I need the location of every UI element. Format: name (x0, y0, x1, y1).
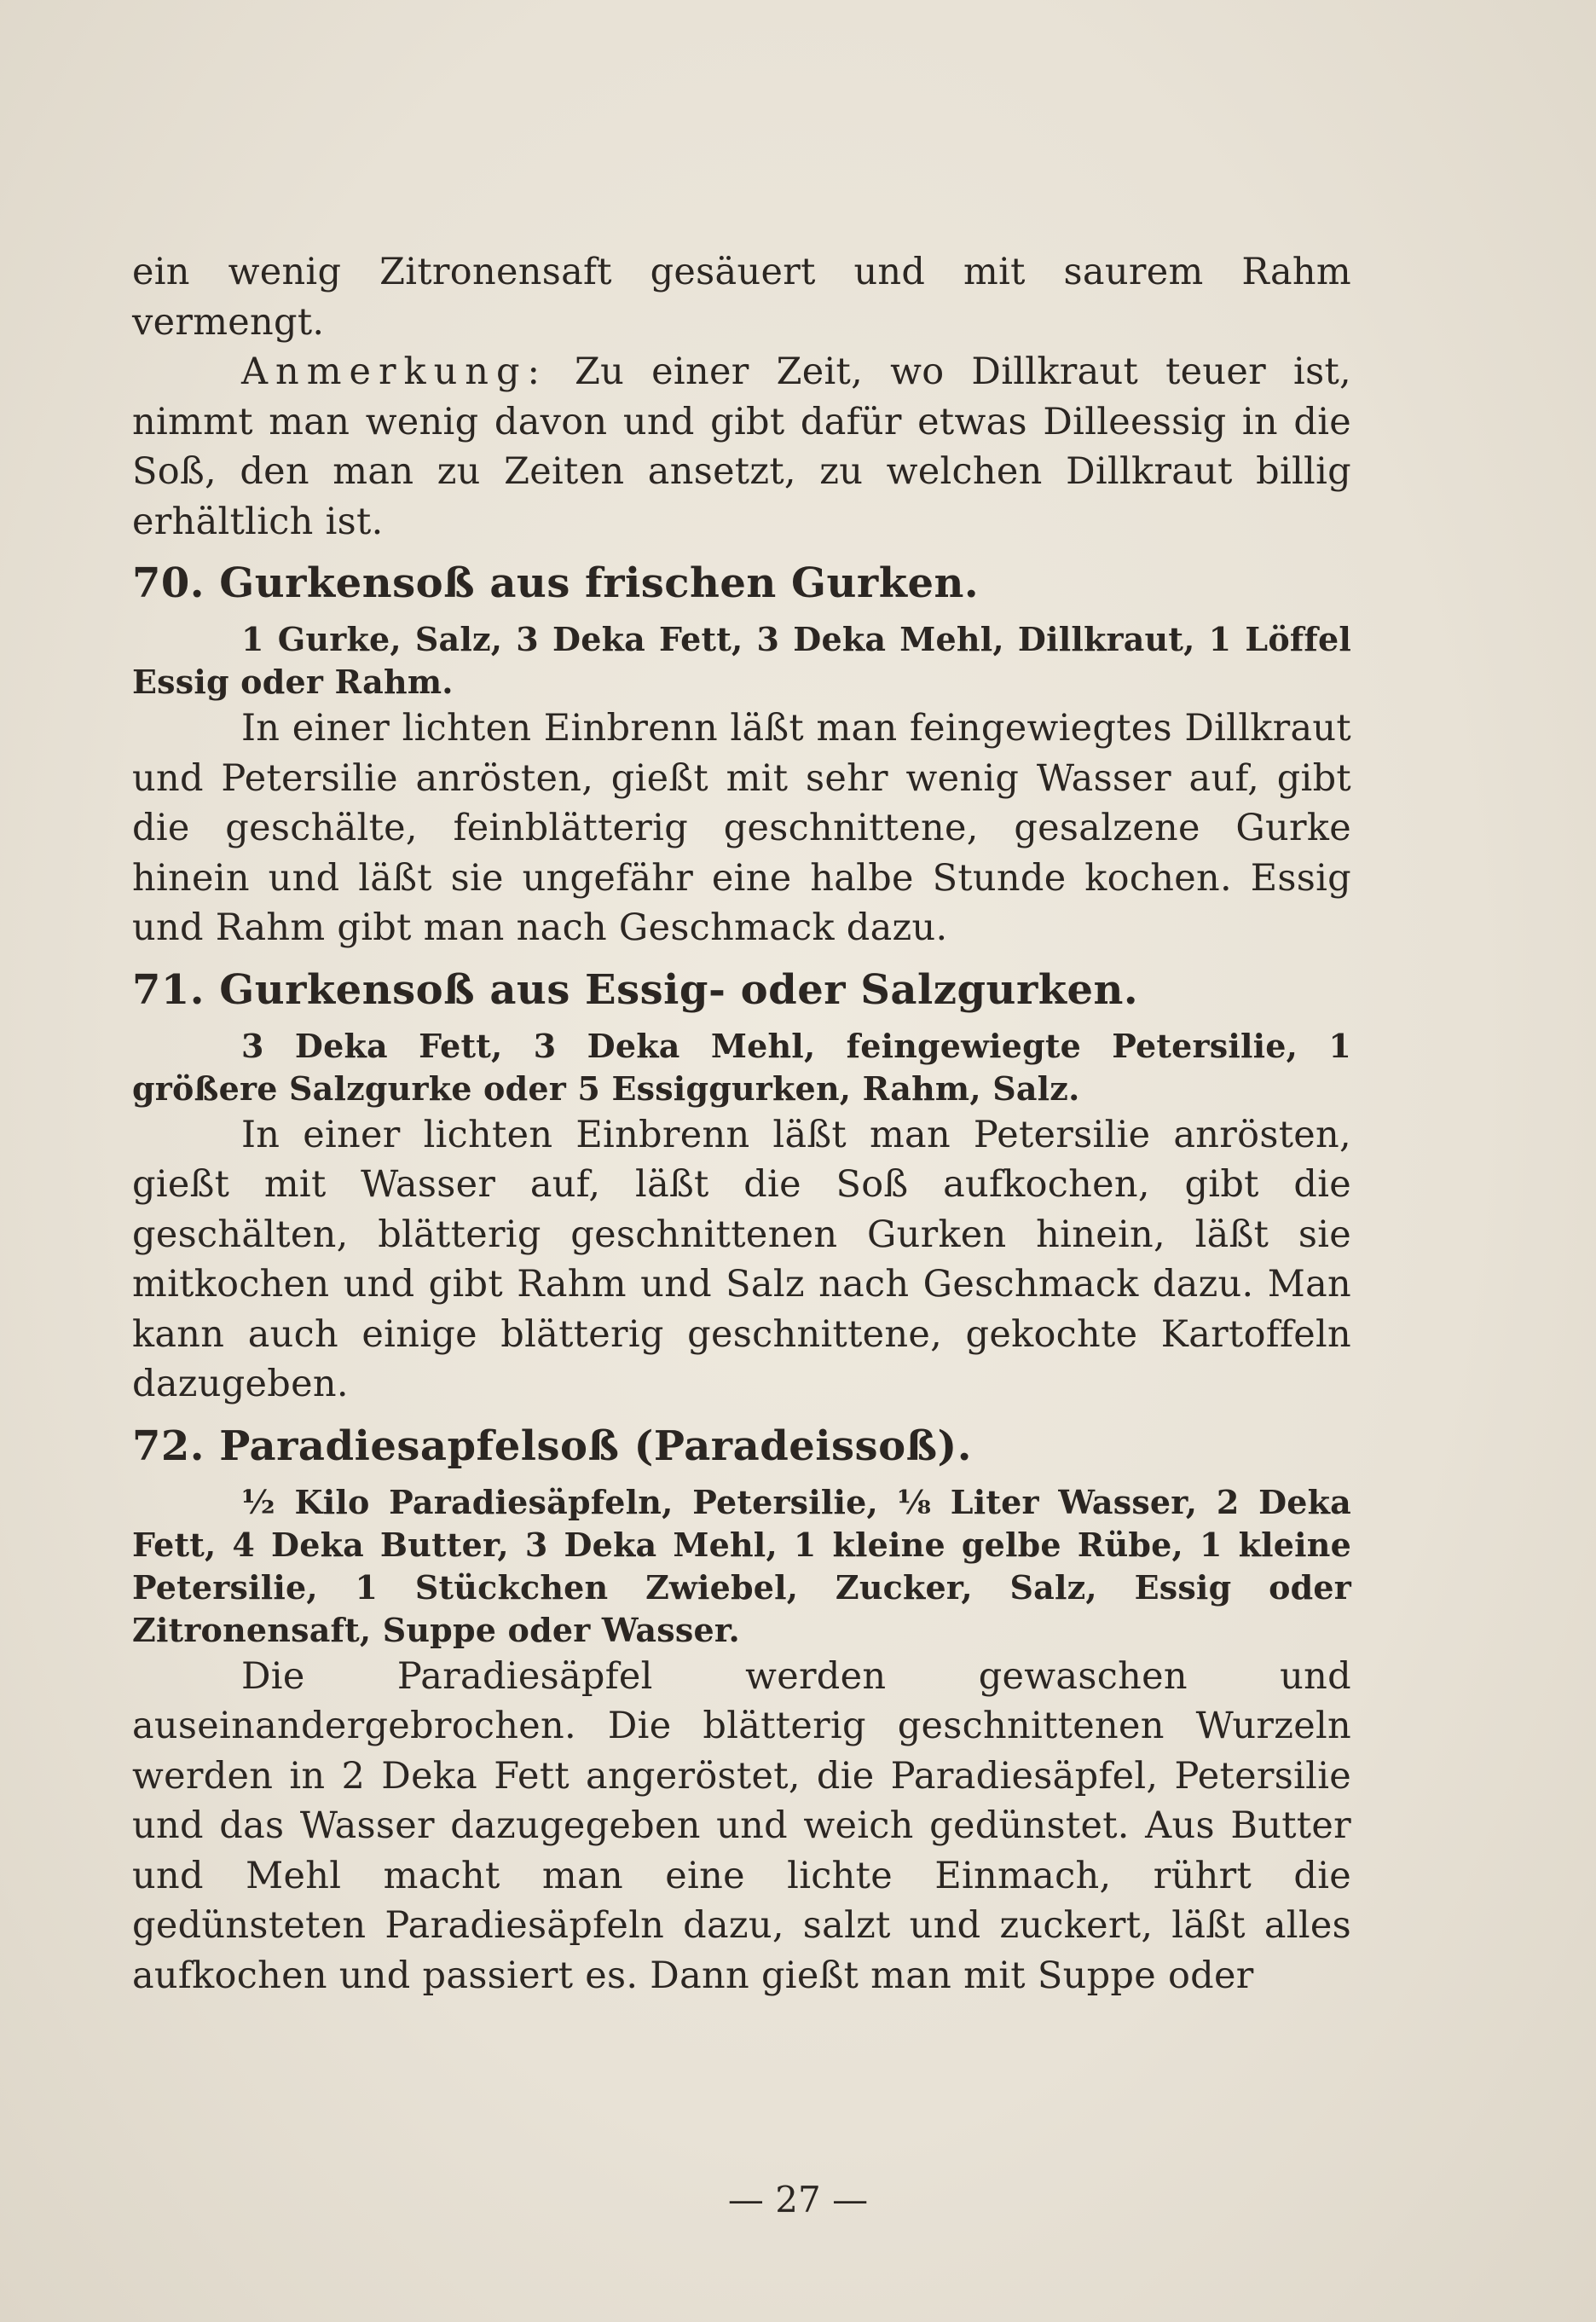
recipe-71-ingredients: 3 Deka Fett, 3 Deka Mehl, feingewiegte Petersilie, 1 größere Salzgurke oder 5 Essiggurken, Rahm, Salz. (132, 1026, 1351, 1108)
page-content (132, 247, 1351, 2001)
recipe-72-text: Die Paradiesäpfel werden gewaschen und auseinandergebrochen. Die blätterig geschnittenen Wurzeln werden in 2 Deka Fett angeröstet, die Paradiesäpfel, Petersilie und das Wasser dazugegeben und weich gedünstet. Aus Butter und Mehl macht man eine lichte Einmach, rührt die gedünsteten Paradiesäpfeln dazu, salzt und zuckert, läßt alles aufkochen und passiert es. Dann gießt man mit Suppe oder (132, 1654, 1351, 1997)
note-text: Zu einer Zeit, wo Dillkraut teuer ist, nimmt man wenig davon und gibt dafür etwas Dilleessig in die Soß, den man zu Zeiten ansetzt, zu welchen Dillkraut billig erhältlich ist. (132, 350, 1351, 543)
recipe-71-title: 71. Gurkensoß aus Essig- oder Salzgurken. (132, 965, 1139, 1014)
paragraph-note (132, 347, 1351, 547)
recipe-70-title: 70. Gurkensoß aus frischen Gurken. (132, 559, 980, 607)
recipe-71-text: In einer lichten Einbrenn läßt man Petersilie anrösten, gießt mit Wasser auf, läßt die Soß aufkochen, gibt die geschälten, blätterig geschnittenen Gurken hinein, läßt sie mitkochen und gibt Rahm und Salz nach Geschmack dazu. Man kann auch einige blätterig geschnittene, gekochte Kartoffeln dazugeben. (132, 1113, 1351, 1405)
recipe-72-title: 72. Paradiesapfelsoß (Paradeissoß). (132, 1422, 972, 1470)
page-number: — 27 — (727, 2179, 869, 2221)
recipe-70-text: In einer lichten Einbrenn läßt man feingewiegtes Dillkraut und Petersilie anrösten, gießt mit sehr wenig Wasser auf, gibt die geschälte, feinblätterig geschnittene, gesalzene Gurke hinein und läßt sie ungefähr eine halbe Stunde kochen. Essig und Rahm gibt man nach Geschmack dazu. (132, 707, 1351, 949)
note-label: Anmerkung: (241, 350, 547, 393)
recipe-72-ingredients: ½ Kilo Paradiesäpfeln, Petersilie, ⅛ Liter Wasser, 2 Deka Fett, 4 Deka Butter, 3 Deka Mehl, 1 kleine gelbe Rübe, 1 kleine Petersilie, 1 Stückchen Zwiebel, Zucker, Salz, Essig oder Zitronensaft, Suppe oder Wasser. (132, 1482, 1351, 1649)
recipe-70-ingredients: 1 Gurke, Salz, 3 Deka Fett, 3 Deka Mehl, Dillkraut, 1 Löffel Essig oder Rahm. (132, 620, 1351, 701)
paragraph-intro-continuation: ein wenig Zitronensaft gesäuert und mit saurem Rahm vermengt. (132, 251, 1351, 344)
